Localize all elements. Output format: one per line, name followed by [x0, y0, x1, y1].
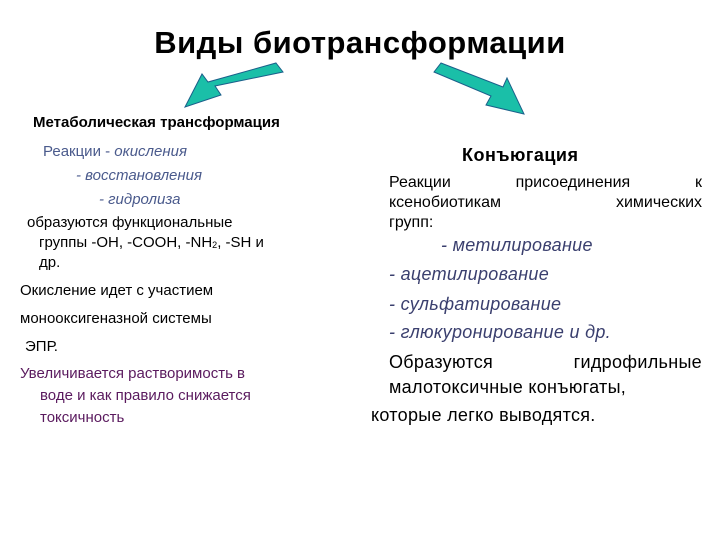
reactions-label: Реакции - [43, 143, 111, 160]
reaction-oxidation: окисления [114, 143, 187, 160]
reaction-reduction: - восстановления [76, 167, 203, 184]
metabolic-transformation-heading: Метаболическая трансформация [33, 114, 280, 131]
page-title: Виды биотрансформации [154, 25, 566, 60]
conjugation-item: - метилирование [441, 235, 593, 255]
reactions-line [43, 143, 187, 160]
conjugation-item: - ацетилирование [389, 264, 550, 284]
intro-line-1: Реакции присоединения к [389, 174, 702, 191]
solubility-line-2: воде и как правило снижается [40, 387, 251, 404]
result-line-3: которые легко выводятся. [371, 405, 596, 425]
groups-subscript: 2 [212, 240, 218, 250]
solubility-line-3: токсичность [40, 409, 125, 426]
groups-text-b: , -SH и [217, 234, 264, 251]
groups-line-2 [39, 234, 264, 251]
left-arrow-icon [185, 63, 283, 107]
reaction-hydrolysis: - гидролиза [99, 191, 181, 208]
groups-line-3: др. [39, 254, 61, 271]
conjugation-item: - глюкуронирование и др. [389, 322, 611, 342]
solubility-line-1: Увеличивается растворимость в [20, 365, 246, 382]
groups-line-1: образуются функциональные [27, 214, 233, 231]
conjugation-heading: Конъюгация [462, 145, 579, 165]
oxidation-line-2: монооксигеназной системы [20, 310, 212, 327]
intro-line-2: ксенобиотикам химических [389, 194, 702, 211]
oxidation-line-3: ЭПР. [25, 338, 58, 355]
result-line-2: малотоксичные конъюгаты, [389, 377, 627, 397]
result-line-1: Образуются гидрофильные [389, 352, 702, 372]
conjugation-item: - сульфатирование [389, 294, 562, 314]
groups-text-a: группы -OH, -COOH, -NH [39, 234, 213, 251]
right-arrow-icon [434, 63, 524, 114]
intro-line-3: групп: [389, 214, 434, 231]
oxidation-line-1: Окисление идет с участием [20, 282, 214, 299]
